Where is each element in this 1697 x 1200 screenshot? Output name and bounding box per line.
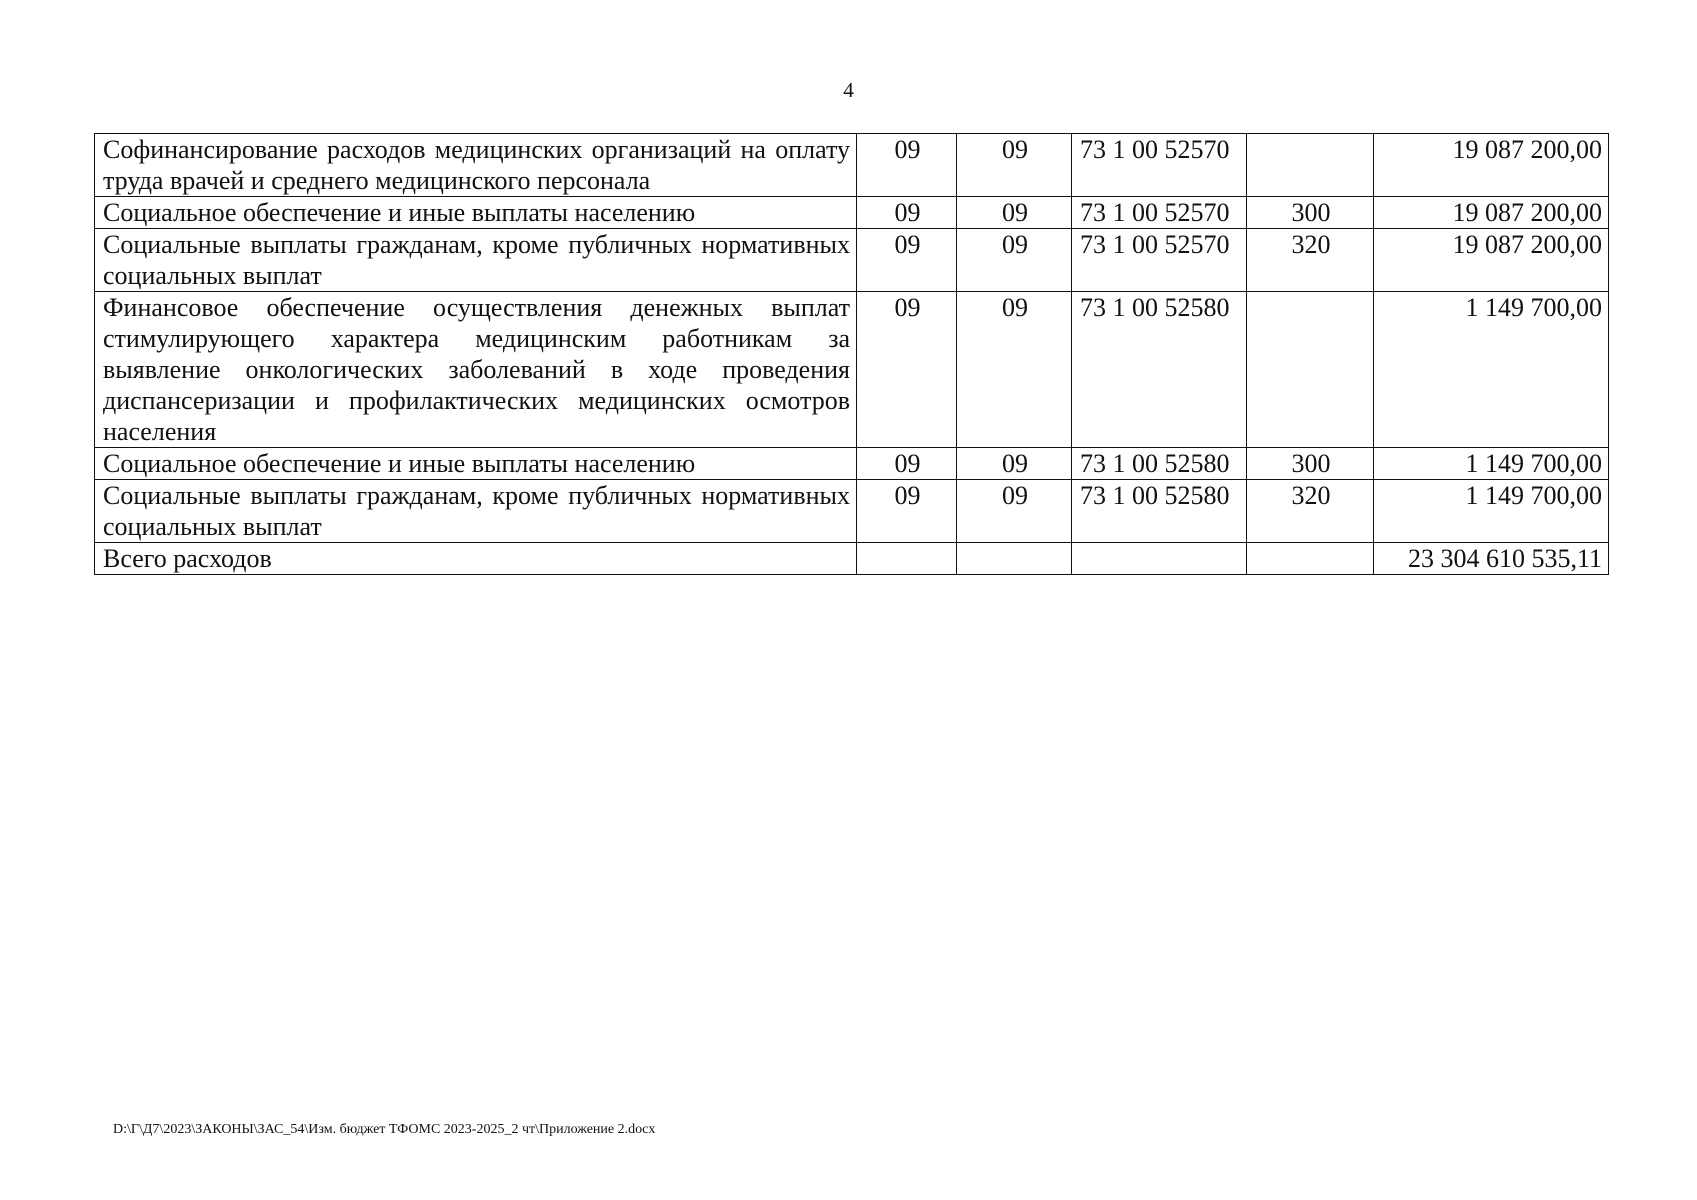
table-row (95, 229, 1609, 292)
table-row (95, 134, 1609, 197)
target-article-cell (1072, 543, 1247, 575)
expense-name-cell: Социальные выплаты гражданам, кроме публичных нормативных социальных выплат (95, 480, 857, 543)
table-row (95, 480, 1609, 543)
target-article-cell: 73 1 00 52570 (1072, 197, 1247, 229)
expense-kind-cell (1247, 292, 1374, 448)
expense-kind-cell: 320 (1247, 229, 1374, 292)
expense-name-cell: Софинансирование расходов медицинских организаций на оплату труда врачей и среднего медицинского персонала (95, 134, 857, 197)
expense-kind-cell: 300 (1247, 197, 1374, 229)
target-article-cell: 73 1 00 52580 (1072, 480, 1247, 543)
page-number: 4 (843, 78, 854, 102)
target-article-cell: 73 1 00 52570 (1072, 229, 1247, 292)
target-article-cell: 73 1 00 52580 (1072, 292, 1247, 448)
expense-kind-cell (1247, 134, 1374, 197)
expense-name-cell: Финансовое обеспечение осуществления денежных выплат стимулирующего характера медицинским работникам за выявление онкологических заболеваний в ходе проведения диспансеризации и профилактических медицинских осмотров населения (95, 292, 857, 448)
table-row (95, 292, 1609, 448)
section-code-cell: 09 (857, 292, 957, 448)
expense-kind-cell: 300 (1247, 448, 1374, 480)
subsection-code-cell: 09 (957, 448, 1072, 480)
amount-cell: 1 149 700,00 (1374, 448, 1609, 480)
expense-kind-cell: 320 (1247, 480, 1374, 543)
expense-name-cell: Социальное обеспечение и иные выплаты населению (95, 197, 857, 229)
expense-kind-cell (1247, 543, 1374, 575)
amount-cell: 19 087 200,00 (1374, 229, 1609, 292)
section-code-cell: 09 (857, 480, 957, 543)
subsection-code-cell: 09 (957, 229, 1072, 292)
table-row (95, 197, 1609, 229)
section-code-cell (857, 543, 957, 575)
section-code-cell: 09 (857, 197, 957, 229)
section-code-cell: 09 (857, 229, 957, 292)
subsection-code-cell: 09 (957, 292, 1072, 448)
total-amount-cell: 23 304 610 535,11 (1374, 543, 1609, 575)
expense-name-cell: Социальные выплаты гражданам, кроме публичных нормативных социальных выплат (95, 229, 857, 292)
target-article-cell: 73 1 00 52570 (1072, 134, 1247, 197)
total-label-cell: Всего расходов (95, 543, 857, 575)
target-article-cell: 73 1 00 52580 (1072, 448, 1247, 480)
amount-cell: 1 149 700,00 (1374, 292, 1609, 448)
amount-cell: 19 087 200,00 (1374, 134, 1609, 197)
expense-name-cell: Социальное обеспечение и иные выплаты населению (95, 448, 857, 480)
subsection-code-cell: 09 (957, 134, 1072, 197)
budget-table (94, 133, 1609, 575)
section-code-cell: 09 (857, 134, 957, 197)
subsection-code-cell: 09 (957, 480, 1072, 543)
amount-cell: 1 149 700,00 (1374, 480, 1609, 543)
total-row (95, 543, 1609, 575)
section-code-cell: 09 (857, 448, 957, 480)
subsection-code-cell: 09 (957, 197, 1072, 229)
footer-file-path: D:\Г\Д7\2023\ЗАКОНЫ\ЗАС_54\Изм. бюджет ТФОМС 2023-2025_2 чт\Приложение 2.docx (113, 1122, 656, 1137)
amount-cell: 19 087 200,00 (1374, 197, 1609, 229)
subsection-code-cell (957, 543, 1072, 575)
table-row (95, 448, 1609, 480)
